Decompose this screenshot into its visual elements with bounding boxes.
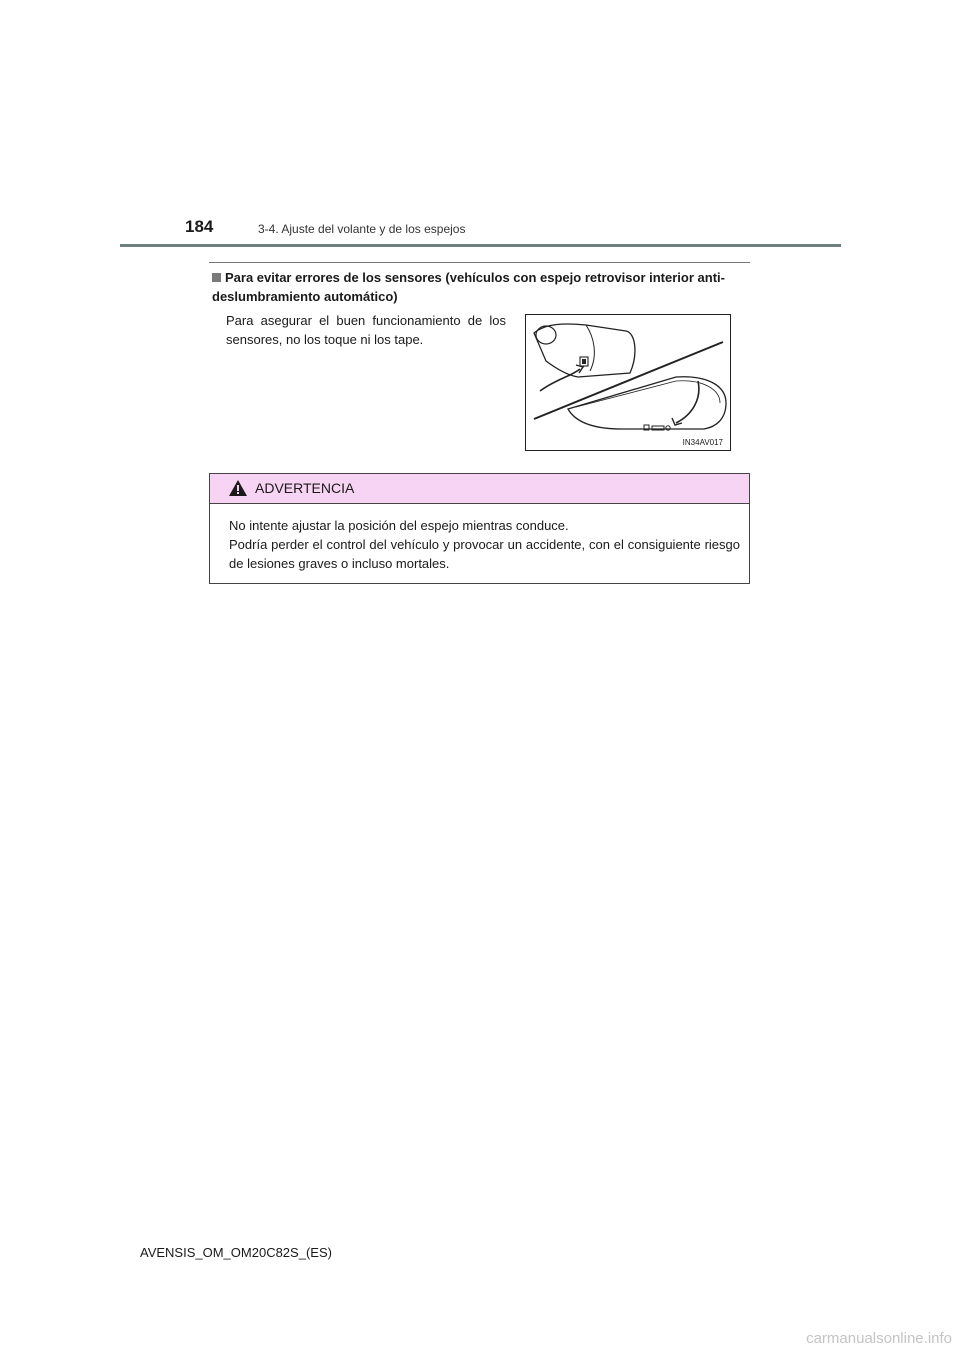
section-heading-text: Para evitar errores de los sensores (vehículos con espejo retrovisor interior anti-deslumbramiento automático): [212, 270, 725, 304]
warning-box: [209, 473, 750, 584]
warning-line: No intente ajustar la posición del espejo mientras conduce.: [229, 518, 569, 533]
warning-triangle-icon: [228, 479, 248, 497]
watermark: carmanualsonline.info: [806, 1330, 952, 1347]
document-id: AVENSIS_OM_OM20C82S_(ES): [140, 1245, 332, 1260]
page-number: 184: [185, 217, 214, 236]
warning-body: [229, 516, 740, 573]
section-title: 3-4. Ajuste del volante y de los espejos: [258, 222, 466, 236]
warning-label: ADVERTENCIA: [255, 480, 355, 496]
figure-code: IN34AV017: [682, 438, 723, 447]
header-rule: [120, 244, 841, 247]
mirror-illustration: [526, 315, 732, 452]
section-divider: [209, 262, 750, 263]
mirror-sensor-figure: [525, 314, 731, 451]
warning-line: Podría perder el control del vehículo y provocar un accidente, con el consiguiente riesgo de lesiones graves o incluso mortales.: [229, 537, 740, 571]
section-heading: [212, 268, 752, 306]
warning-header: [210, 474, 749, 504]
section-body: Para asegurar el buen funcionamiento de los sensores, no los toque ni los tape.: [226, 313, 506, 347]
bullet-square-icon: [212, 273, 221, 282]
